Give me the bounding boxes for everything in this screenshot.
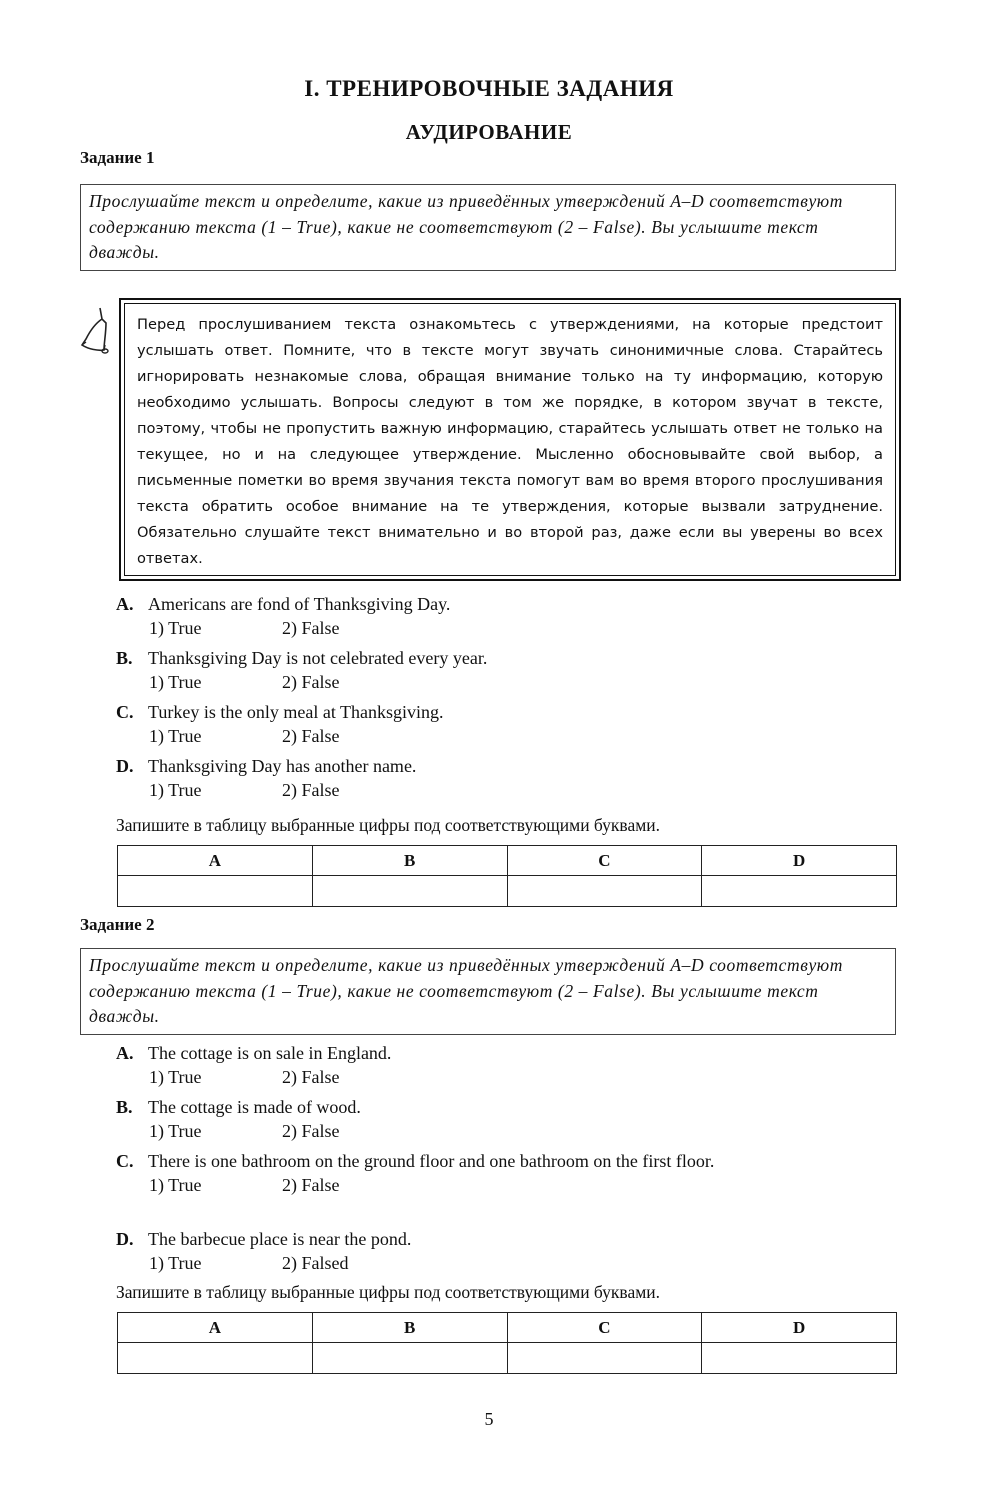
- option-true[interactable]: 1) True: [149, 1175, 202, 1195]
- option-true[interactable]: 1) True: [149, 1121, 202, 1141]
- bell-icon: [78, 305, 112, 355]
- question-letter: D.: [116, 756, 134, 776]
- table-header-c: C: [507, 846, 702, 876]
- question-text: Thanksgiving Day has another name.: [148, 756, 417, 776]
- task-1-write-prompt: Запишите в таблицу выбранные цифры под соответствующими буквами.: [116, 815, 661, 835]
- option-true[interactable]: 1) True: [149, 1067, 202, 1087]
- table-header-a: A: [118, 1313, 313, 1343]
- subsection-title: АУДИРОВАНИЕ: [405, 120, 573, 144]
- task-1-question-c: [116, 700, 898, 748]
- task-1-question-b: [116, 646, 898, 694]
- question-letter: C.: [116, 702, 134, 722]
- option-false[interactable]: 2) False: [282, 1175, 340, 1195]
- answer-cell-b[interactable]: [312, 876, 507, 907]
- option-true[interactable]: 1) True: [149, 780, 202, 800]
- option-true[interactable]: 1) True: [149, 618, 202, 638]
- answer-cell-c[interactable]: [507, 876, 702, 907]
- option-true[interactable]: 1) True: [149, 726, 202, 746]
- option-false[interactable]: 2) False: [282, 1067, 340, 1087]
- question-text: Turkey is the only meal at Thanksgiving.: [148, 702, 444, 722]
- question-letter: B.: [116, 1097, 133, 1117]
- task-1-label: Задание 1: [80, 148, 155, 167]
- option-true[interactable]: 1) True: [149, 1253, 202, 1273]
- question-letter: A.: [116, 594, 134, 614]
- answer-cell-a[interactable]: [118, 876, 313, 907]
- question-text: The cottage is made of wood.: [148, 1097, 361, 1117]
- question-letter: D.: [116, 1229, 134, 1249]
- task-1-instruction: Прослушайте текст и определите, какие из приведённых утверждений A–D соответствуют содержанию текста (1 – True), какие не соответствуют (2 – False). Вы услышите текст дважды.: [80, 184, 896, 271]
- section-title: I. ТРЕНИРОВОЧНЫЕ ЗАДАНИЯ: [304, 76, 674, 101]
- option-false[interactable]: 2) False: [282, 1121, 340, 1141]
- question-letter: C.: [116, 1151, 134, 1171]
- option-false[interactable]: 2) Falsed: [282, 1253, 349, 1273]
- option-false[interactable]: 2) False: [282, 780, 340, 800]
- task-1-question-a: [116, 592, 898, 640]
- task-2-question-a: [116, 1041, 898, 1089]
- table-header-a: A: [118, 846, 313, 876]
- table-header-b: B: [312, 1313, 507, 1343]
- task-2-question-d: [116, 1227, 898, 1275]
- table-header-d: D: [702, 1313, 897, 1343]
- table-header-c: C: [507, 1313, 702, 1343]
- option-false[interactable]: 2) False: [282, 618, 340, 638]
- answer-cell-b[interactable]: [312, 1343, 507, 1374]
- option-false[interactable]: 2) False: [282, 726, 340, 746]
- tip-text: Перед прослушиванием текста ознакомьтесь с утверждениями, на которые предстоит услышать ответ. Помните, что в тексте могут звучать синонимичные слова. Старайтесь игнорировать незнакомые слова, обращая внимание только на ту информацию, которую необходимо услышать. Вопросы следуют в том же порядке, в котором звучат в тексте, поэтому, чтобы не пропустить важную информацию, старайтесь услышать ответ не только на текущее, но и на следующее утверждение. Мысленно обосновывайте свой выбор, а письменные пометки во время звучания текста помогут вам во время второго прослушивания текста обратить особое внимание на те утверждения, которые вызвали затруднение. Обязательно слушайте текст внимательно и во второй раз, даже если вы уверены во всех ответах.: [124, 303, 896, 576]
- task-1-answer-table: [117, 845, 897, 907]
- question-letter: A.: [116, 1043, 134, 1063]
- table-header-d: D: [702, 846, 897, 876]
- option-false[interactable]: 2) False: [282, 672, 340, 692]
- answer-cell-c[interactable]: [507, 1343, 702, 1374]
- answer-cell-d[interactable]: [702, 1343, 897, 1374]
- task-2-instruction: Прослушайте текст и определите, какие из приведённых утверждений A–D соответствуют содержанию текста (1 – True), какие не соответствуют (2 – False). Вы услышите текст дважды.: [80, 948, 896, 1035]
- table-header-b: B: [312, 846, 507, 876]
- task-1-question-d: [116, 754, 898, 802]
- tip-box: [119, 298, 901, 581]
- question-text: The cottage is on sale in England.: [148, 1043, 392, 1063]
- answer-cell-d[interactable]: [702, 876, 897, 907]
- task-2-question-c: [116, 1149, 898, 1197]
- task-2-answer-table: [117, 1312, 897, 1374]
- answer-cell-a[interactable]: [118, 1343, 313, 1374]
- task-2-write-prompt: Запишите в таблицу выбранные цифры под соответствующими буквами.: [116, 1282, 661, 1302]
- task-2-question-b: [116, 1095, 898, 1143]
- question-text: Americans are fond of Thanksgiving Day.: [148, 594, 451, 614]
- question-letter: B.: [116, 648, 133, 668]
- question-text: The barbecue place is near the pond.: [148, 1229, 412, 1249]
- question-text: There is one bathroom on the ground floor and one bathroom on the first floor.: [148, 1151, 715, 1171]
- question-text: Thanksgiving Day is not celebrated every year.: [148, 648, 488, 668]
- page-number: 5: [484, 1409, 494, 1429]
- option-true[interactable]: 1) True: [149, 672, 202, 692]
- task-2-label: Задание 2: [80, 915, 155, 934]
